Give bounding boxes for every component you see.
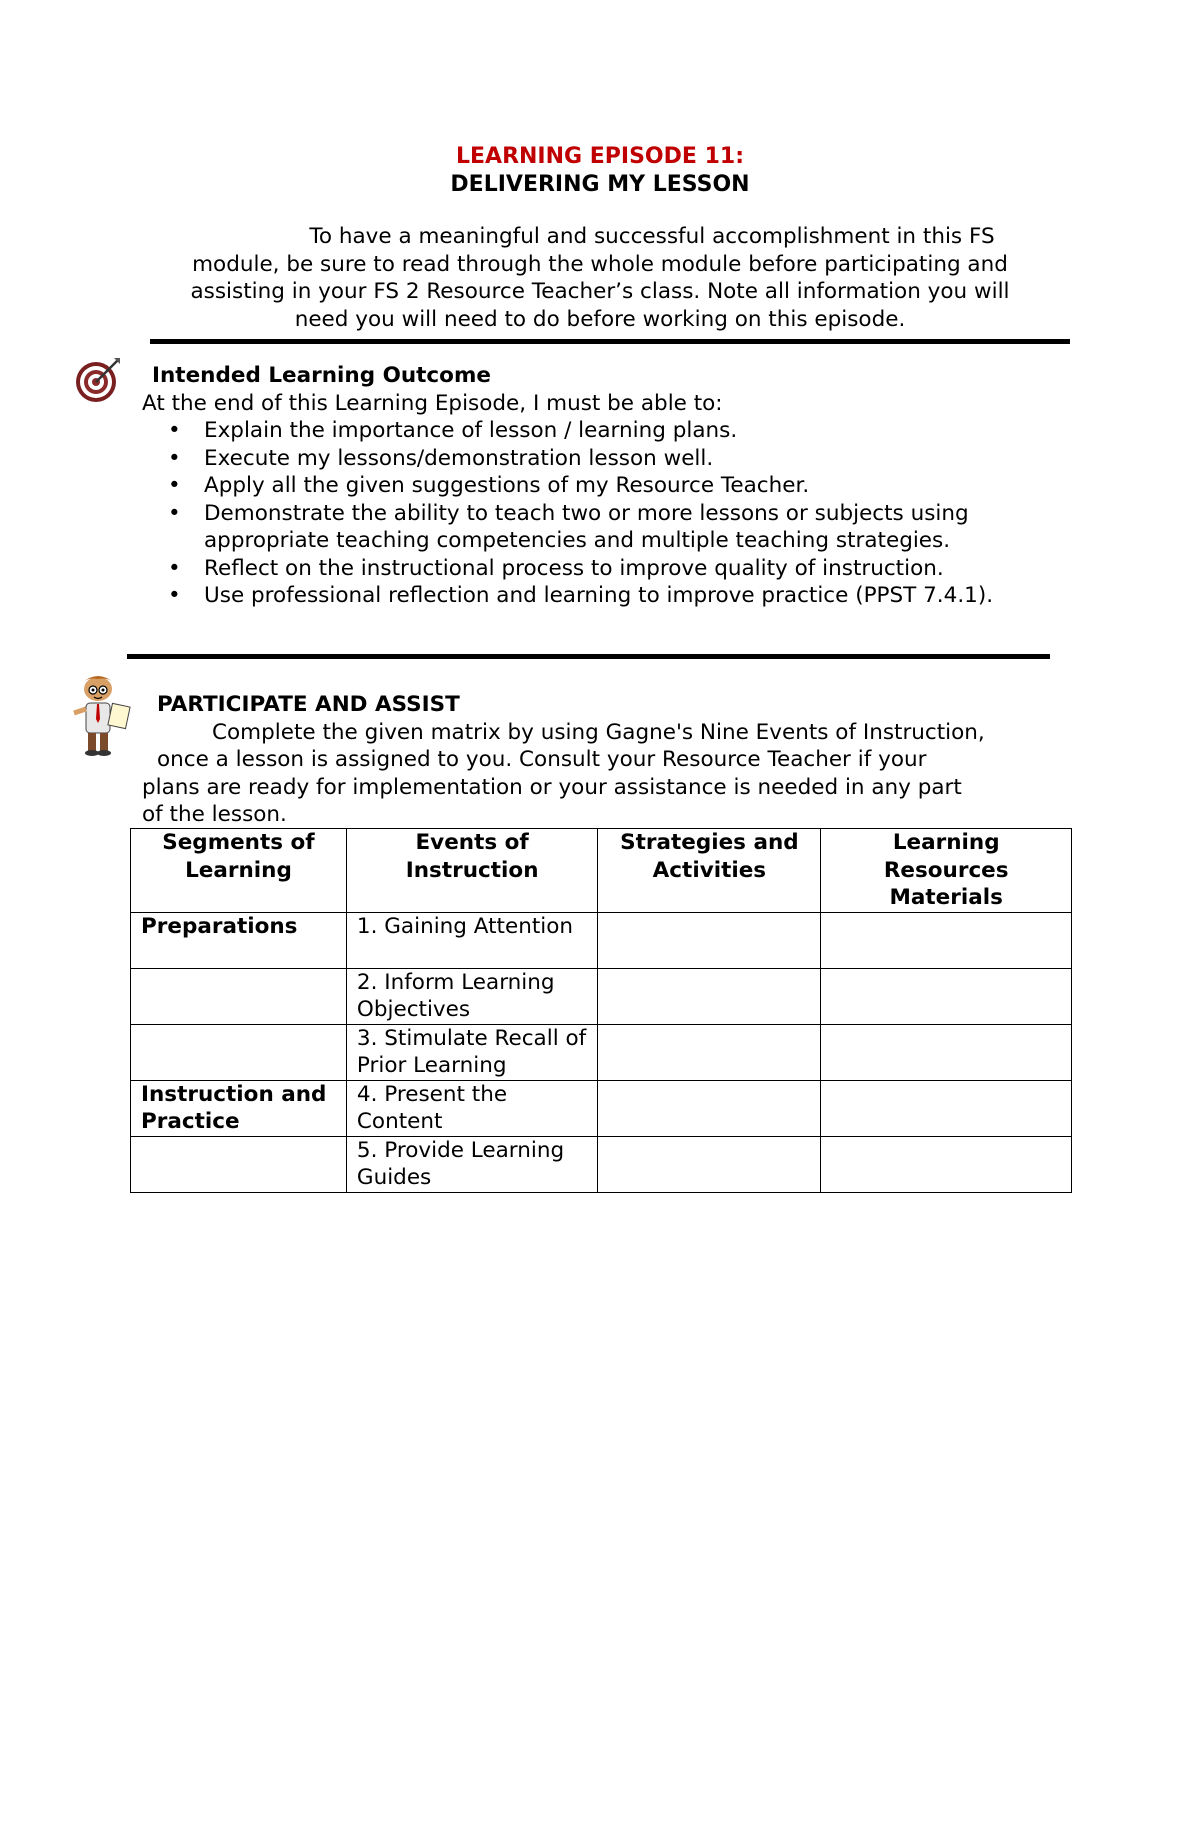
intro-paragraph	[140, 223, 1060, 333]
list-item: • Reflect on the instructional process to improve quality of instruction.	[168, 555, 944, 581]
strategies-cell[interactable]	[598, 1136, 821, 1192]
strategies-cell[interactable]	[598, 1080, 821, 1136]
event-cell: 5. Provide Learning Guides	[346, 1136, 597, 1192]
event-cell: 1. Gaining Attention	[346, 912, 597, 968]
column-header: Strategies and Activities	[598, 829, 821, 913]
strategies-cell[interactable]	[598, 968, 821, 1024]
table-row	[131, 968, 1072, 1024]
table-row	[131, 912, 1072, 968]
list-item: • Use professional reflection and learning to improve practice (PPST 7.4.1).	[168, 583, 994, 608]
strategies-cell[interactable]	[598, 1024, 821, 1080]
target-icon	[74, 356, 122, 404]
intro-line: To have a meaningful and successful accomplishment in this FS	[309, 224, 995, 249]
segment-cell	[131, 968, 347, 1024]
resources-cell[interactable]	[821, 1136, 1072, 1192]
gagne-matrix-table	[130, 828, 1072, 1193]
column-header: Events of Instruction	[346, 829, 597, 913]
participate-paragraph: Complete the given matrix by using Gagne's Nine Events of Instruction, once a lesson is assigned to you. Consult your Resource Teacher if your plans are ready for implementation or your assistance is needed in any part of the lesson.	[142, 719, 985, 827]
segment-cell: Preparations	[131, 912, 347, 968]
resources-cell[interactable]	[821, 968, 1072, 1024]
participate-heading: PARTICIPATE AND ASSIST	[157, 692, 460, 717]
list-item: • Demonstrate the ability to teach two or more lessons or subjects using appropriate teaching competencies and multiple teaching strategies.	[168, 500, 969, 553]
intended-learning-outcome-section	[142, 362, 1062, 610]
table-row	[131, 1136, 1072, 1192]
intro-line: need you will need to do before working on this episode.	[294, 306, 906, 332]
intro-line: module, be sure to read through the whole module before participating and	[192, 251, 1008, 277]
event-cell: 2. Inform Learning Objectives	[346, 968, 597, 1024]
strategies-cell[interactable]	[598, 912, 821, 968]
section-divider	[127, 654, 1050, 659]
episode-title: LEARNING EPISODE 11:	[456, 144, 744, 169]
segment-cell: Instruction and Practice	[131, 1080, 347, 1136]
resources-cell[interactable]	[821, 1024, 1072, 1080]
segment-cell	[131, 1136, 347, 1192]
table-row	[131, 1080, 1072, 1136]
ilo-lead: At the end of this Learning Episode, I must be able to:	[142, 390, 723, 416]
list-item: • Explain the importance of lesson / learning plans.	[168, 418, 738, 443]
teacher-cartoon-icon	[68, 673, 134, 757]
ilo-list	[142, 417, 1062, 610]
intro-line: assisting in your FS 2 Resource Teacher’s class. Note all information you will	[190, 279, 1010, 304]
episode-subtitle: DELIVERING MY LESSON	[450, 172, 750, 197]
event-cell: 3. Stimulate Recall of Prior Learning	[346, 1024, 597, 1080]
table-row	[131, 1024, 1072, 1080]
resources-cell[interactable]	[821, 1080, 1072, 1136]
column-header: Learning Resources Materials	[821, 829, 1072, 913]
ilo-heading: Intended Learning Outcome	[152, 363, 491, 388]
segment-cell	[131, 1024, 347, 1080]
list-item: • Execute my lessons/demonstration lesson well.	[168, 445, 714, 471]
title-block	[0, 143, 1200, 199]
resources-cell[interactable]	[821, 912, 1072, 968]
column-header: Segments of Learning	[131, 829, 347, 913]
list-item: • Apply all the given suggestions of my Resource Teacher.	[168, 473, 810, 498]
section-divider	[150, 339, 1070, 344]
event-cell: 4. Present the Content	[346, 1080, 597, 1136]
table-header-row	[131, 829, 1072, 913]
participate-assist-section	[142, 691, 1062, 829]
